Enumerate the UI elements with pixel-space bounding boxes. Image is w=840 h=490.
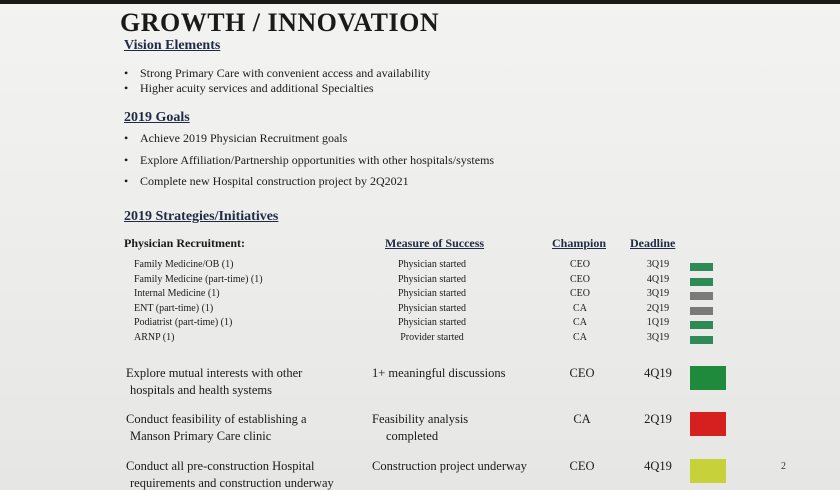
recruit-measure: Physician started bbox=[397, 317, 467, 328]
recruit-measure: Physician started bbox=[397, 288, 467, 299]
recruit-champion: CEO bbox=[570, 288, 590, 299]
recruit-deadline: 3Q19 bbox=[646, 331, 670, 343]
vision-item-text: Strong Primary Care with convenient access and availability bbox=[140, 66, 431, 80]
vision-item bbox=[124, 66, 430, 81]
initiative-desc-line1: Conduct all pre-construction Hospital bbox=[126, 459, 315, 473]
recruit-champion: CA bbox=[573, 302, 587, 314]
status-indicator bbox=[690, 459, 726, 483]
recruit-role: ENT (part-time) (1) bbox=[134, 302, 214, 314]
goal-item bbox=[124, 131, 347, 146]
goal-item-text: Complete new Hospital construction project by 2Q2021 bbox=[140, 174, 409, 188]
slide-title: GROWTH / INNOVATION bbox=[120, 8, 440, 37]
column-header-deadline: Deadline bbox=[630, 236, 676, 250]
vision-item-text: Higher acuity services and additional Specialties bbox=[140, 81, 374, 95]
recruit-deadline: 3Q19 bbox=[646, 288, 670, 299]
initiative-desc-line2: Manson Primary Care clinic bbox=[130, 429, 272, 443]
recruit-measure: Physician started bbox=[397, 259, 467, 270]
recruit-deadline: 4Q19 bbox=[646, 273, 670, 285]
recruit-measure: Provider started bbox=[400, 331, 464, 343]
recruit-champion: CA bbox=[573, 317, 587, 328]
column-header-champion: Champion bbox=[552, 236, 607, 250]
initiative-measure-line1: 1+ meaningful discussions bbox=[372, 366, 506, 380]
status-indicator bbox=[690, 278, 713, 286]
goals-heading: 2019 Goals bbox=[124, 110, 190, 125]
bullet-dot: • bbox=[124, 66, 129, 80]
vision-heading: Vision Elements bbox=[124, 38, 221, 53]
initiative-measure-line1: Feasibility analysis bbox=[372, 412, 469, 426]
vision-item bbox=[124, 81, 374, 96]
goal-item bbox=[124, 153, 494, 168]
recruit-champion: CEO bbox=[570, 273, 590, 285]
initiative-champion: CEO bbox=[569, 366, 595, 380]
status-indicator bbox=[690, 336, 713, 344]
status-indicator bbox=[690, 412, 726, 436]
initiative-deadline: 4Q19 bbox=[644, 366, 672, 380]
status-indicator bbox=[690, 292, 713, 300]
recruitment-label: Physician Recruitment: bbox=[124, 236, 245, 250]
recruit-measure: Physician started bbox=[397, 302, 467, 314]
goal-item bbox=[124, 174, 409, 189]
recruit-deadline: 3Q19 bbox=[646, 259, 670, 270]
recruit-role: Family Medicine/OB (1) bbox=[134, 259, 234, 270]
recruit-role: Internal Medicine (1) bbox=[134, 288, 220, 299]
recruit-champion: CEO bbox=[570, 259, 590, 270]
status-indicator bbox=[690, 321, 713, 329]
initiative-desc-line1: Conduct feasibility of establishing a bbox=[126, 412, 307, 426]
bullet-dot: • bbox=[124, 81, 129, 95]
page-number: 2 bbox=[781, 461, 786, 472]
bullet-dot: • bbox=[124, 153, 129, 167]
recruit-champion: CA bbox=[573, 331, 587, 343]
recruit-measure: Physician started bbox=[397, 273, 467, 285]
status-indicator bbox=[690, 307, 713, 315]
initiative-deadline: 4Q19 bbox=[644, 459, 672, 473]
goal-item-text: Explore Affiliation/Partnership opportunities with other hospitals/systems bbox=[140, 153, 495, 167]
bullet-dot: • bbox=[124, 131, 129, 145]
status-indicator bbox=[690, 366, 726, 390]
strategies-heading: 2019 Strategies/Initiatives bbox=[124, 209, 279, 224]
initiative-desc-line1: Explore mutual interests with other bbox=[126, 366, 303, 380]
initiative-measure-line2: completed bbox=[386, 429, 439, 443]
status-indicator bbox=[690, 263, 713, 271]
initiative-champion: CEO bbox=[569, 459, 595, 473]
initiative-measure-line1: Construction project underway bbox=[372, 459, 527, 473]
goal-item-text: Achieve 2019 Physician Recruitment goals bbox=[140, 131, 348, 145]
recruit-role: Podiatrist (part-time) (1) bbox=[134, 317, 233, 328]
initiative-champion: CA bbox=[573, 412, 591, 426]
column-header-measure: Measure of Success bbox=[385, 236, 485, 250]
initiative-deadline: 2Q19 bbox=[644, 412, 672, 426]
slide bbox=[0, 4, 840, 490]
initiative-desc-line2: requirements and construction underway bbox=[130, 476, 334, 490]
recruit-deadline: 2Q19 bbox=[646, 302, 670, 314]
initiative-desc-line2: hospitals and health systems bbox=[130, 383, 272, 397]
recruit-role: ARNP (1) bbox=[134, 331, 175, 343]
bullet-dot: • bbox=[124, 174, 129, 188]
recruit-role: Family Medicine (part-time) (1) bbox=[134, 273, 263, 285]
recruit-deadline: 1Q19 bbox=[646, 317, 670, 328]
